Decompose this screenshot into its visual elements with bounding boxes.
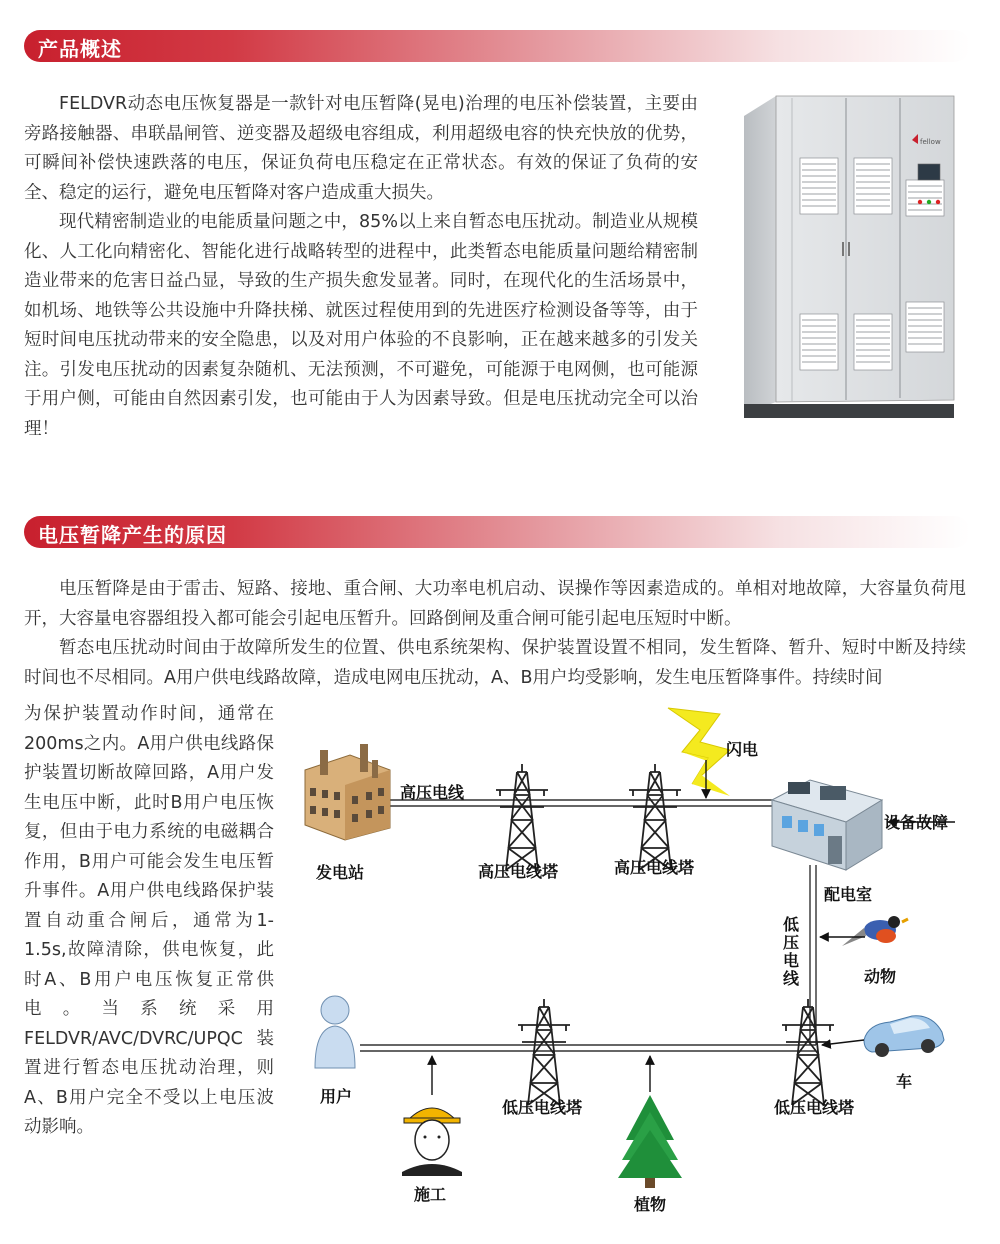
- label-hv-line: 高压电线: [400, 783, 465, 802]
- section-banner-overview: [24, 30, 970, 62]
- label-car: 车: [896, 1072, 913, 1091]
- causes-paragraph-1: 电压暂降是由于雷击、短路、接地、重合闸、大功率电机启动、误操作等因素造成的。单相对地故障，大容量负荷甩开，大容量电容器组投入都可能会引起电压暂升。回路倒闸及重合闸可能引起电压短时中断。: [24, 579, 966, 629]
- label-user: 用户: [320, 1087, 353, 1106]
- construction-worker-icon: [402, 1108, 462, 1176]
- causes-paragraph-2-continued: 为保护装置动作时间，通常在200ms之内。A用户供电线路保护装置切断故障回路，A用户发生电压中断，此时B用户电压恢复，但由于电力系统的电磁耦合作用，B用户可能会发生电压暂升事件。A用户供电线路保护装置自动重合闸后，通常为1-1.5s,故障清除，供电恢复，此时A、B用户电压恢复正常供电。当系统采用 FELDVR/AVC/DVRC/UPQC装置进行暂态电压扰动治理，则A、B用户完全不受以上电压波动影响。: [24, 704, 274, 1137]
- plant-icon: [618, 1095, 682, 1188]
- section-title: 产品概述: [38, 37, 122, 61]
- label-lightning: 闪电: [726, 740, 759, 759]
- label-plant: 植物: [634, 1195, 667, 1214]
- user-icon: [315, 996, 355, 1068]
- hv-tower-1-icon: [496, 764, 548, 870]
- voltage-sag-diagram: [290, 700, 990, 1220]
- lv-power-line: [360, 865, 816, 1051]
- overview-paragraph-1: FELDVR动态电压恢复器是一款针对电压暂降(晃电)治理的电压补偿装置，主要由旁路接触器、串联晶闸管、逆变器及超级电容组成，利用超级电容的快充快放的优势，可瞬间补偿快速跌落的电压，保证负荷电压稳定在正常状态。有效的保证了负荷的安全、稳定的运行，避免电压暂降对客户造成重大损失。: [24, 94, 698, 203]
- brand-logo-text: fellow: [920, 138, 941, 146]
- power-station-icon: [305, 744, 390, 840]
- label-construction: 施工: [414, 1185, 447, 1204]
- label-lv-line: 低压电线: [780, 916, 800, 988]
- section-title: 电压暂降产生的原因: [38, 523, 227, 547]
- animal-icon: [842, 916, 908, 946]
- hv-tower-2-icon: [629, 764, 681, 870]
- causes-paragraph-2: 暂态电压扰动时间由于故障所发生的位置、供电系统架构、保护装置设置不相同，发生暂降、暂升、短时中断及持续时间也不尽相同。A用户供电线路故障，造成电网电压扰动，A、B用户均受影响，发生电压暂降事件。持续时间: [24, 638, 966, 688]
- label-equipment-fault: 设备故障: [884, 813, 949, 832]
- product-cabinet-image: [738, 92, 956, 420]
- car-icon: [864, 1016, 944, 1057]
- label-lv-tower-1: 低压电线塔: [502, 1098, 583, 1117]
- label-animal: 动物: [864, 967, 897, 986]
- label-hv-tower-1: 高压电线塔: [478, 862, 559, 881]
- lightning-icon: [668, 708, 730, 796]
- lv-tower-1-icon: [518, 999, 570, 1105]
- label-distribution-room: 配电室: [824, 885, 873, 904]
- distribution-room-icon: [772, 780, 882, 870]
- label-power-station: 发电站: [316, 863, 365, 882]
- label-hv-tower-2: 高压电线塔: [614, 858, 695, 877]
- label-lv-tower-2: 低压电线塔: [774, 1098, 855, 1117]
- section-banner-causes: [24, 516, 970, 548]
- lv-tower-2-icon: [782, 999, 834, 1105]
- overview-paragraph-2: 现代精密制造业的电能质量问题之中，85%以上来自暂态电压扰动。制造业从规模化、人工化向精密化、智能化进行战略转型的进程中，此类暂态电能质量问题给精密制造业带来的危害日益凸显，导致的生产损失愈发显著。同时，在现代化的生活场景中，如机场、地铁等公共设施中升降扶梯、就医过程使用到的先进医疗检测设备等等，由于短时间电压扰动带来的安全隐患，以及对用户体验的不良影响，正在越来越多的引发关注。引发电压扰动的因素复杂随机、无法预测，不可避免，可能源于电网侧，也可能源于用户侧，可能由自然因素引发，也可能由于人为因素导致。但是电压扰动完全可以治理！: [24, 212, 698, 439]
